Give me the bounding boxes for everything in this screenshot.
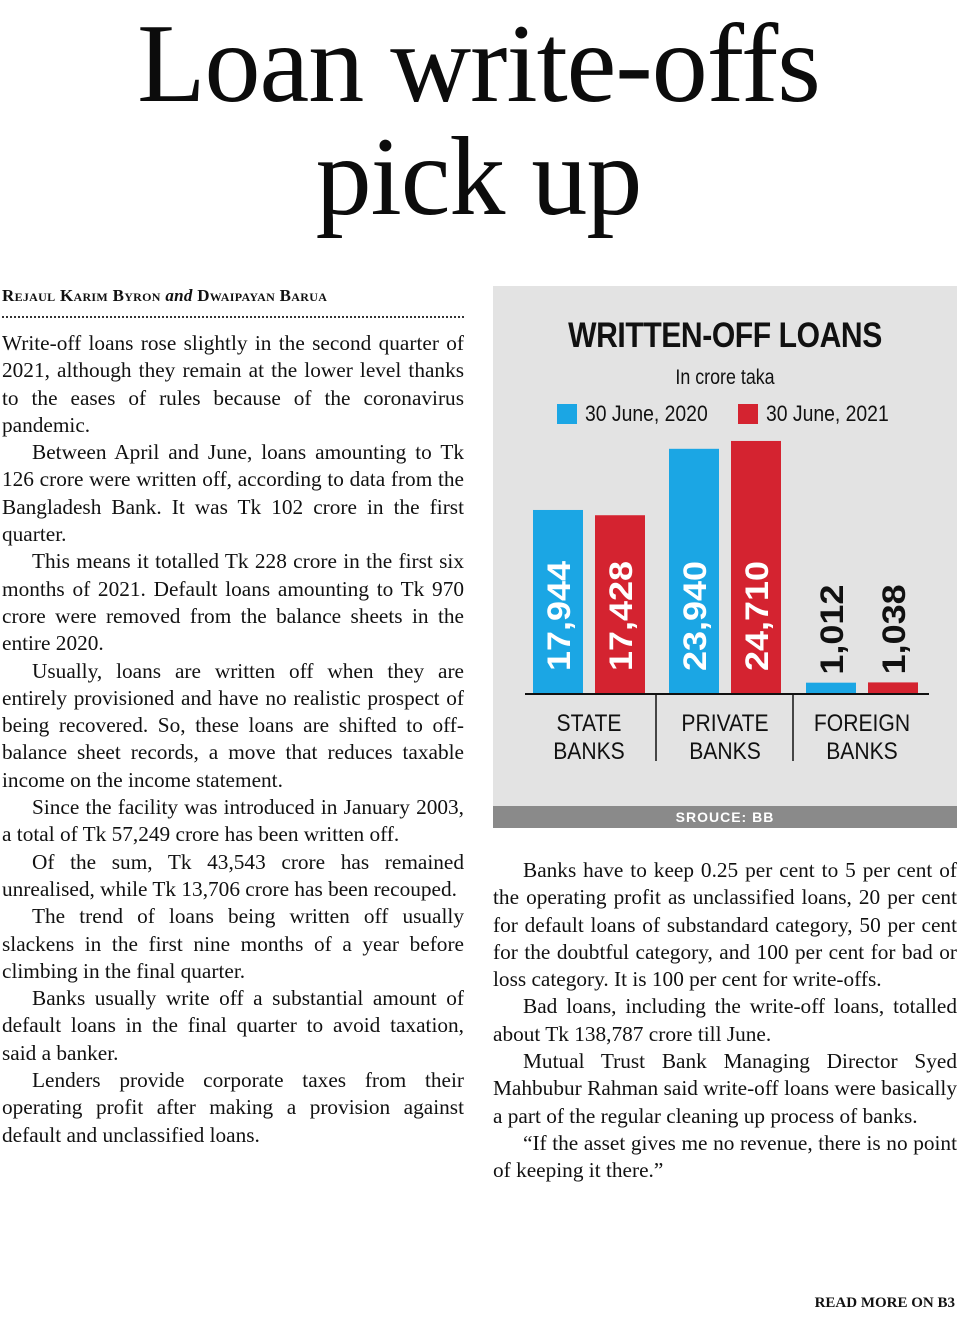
paragraph: “If the asset gives me no revenue, there is no point of keeping it there.” bbox=[493, 1130, 957, 1183]
article-column-right bbox=[493, 857, 957, 1185]
category-label: PRIVATE bbox=[681, 709, 769, 737]
article-column-left bbox=[2, 330, 464, 1149]
data-label: 24,710 bbox=[739, 560, 776, 671]
author-2: Dwaipayan Barua bbox=[197, 286, 328, 305]
data-label: 17,428 bbox=[603, 560, 640, 671]
category-label: STATE bbox=[556, 709, 622, 737]
headline-line-1: Loan write-offs bbox=[137, 2, 820, 126]
paragraph: Banks usually write off a substantial amount of default loans in the final quarter to avoid taxation, said a banker. bbox=[2, 986, 464, 1065]
author-1: Rejaul Karim Byron bbox=[2, 286, 161, 305]
paragraph: Banks have to keep 0.25 per cent to 5 per cent of the operating profit as unclassified loans, 20 per cent for default loans of substandard category, 50 per cent for the doubtful category, and 100 per cent for bad or loss category. It is 100 per cent for write-offs. bbox=[493, 858, 957, 992]
paragraph: Write-off loans rose slightly in the second quarter of 2021, although they remain at the lower level thanks to the eases of rules because of the coronavirus pandemic. bbox=[2, 331, 464, 437]
bar-foreign-2020 bbox=[806, 683, 856, 693]
paragraph: Lenders provide corporate taxes from their operating profit after making a provision against default and unclassified loans. bbox=[2, 1068, 464, 1147]
chart-title: WRITTEN-OFF LOANS bbox=[568, 316, 882, 355]
chart-subtitle: In crore taka bbox=[675, 366, 775, 389]
data-label: 23,940 bbox=[677, 560, 714, 671]
category-label: BANKS bbox=[553, 737, 625, 765]
paragraph: This means it totalled Tk 228 crore in the first six months of 2021. Default loans amounting to Tk 970 crore were removed from the balance sheets in the entire 2020. bbox=[2, 549, 464, 656]
paragraph: Of the sum, Tk 43,543 crore has remained unrealised, while Tk 13,706 crore has been recouped. bbox=[2, 849, 464, 901]
category-label: BANKS bbox=[689, 737, 761, 765]
bar-chart bbox=[493, 286, 957, 806]
paragraph: Bad loans, including the write-off loans, totalled about Tk 138,787 crore till June. bbox=[493, 994, 957, 1046]
read-more-link[interactable]: READ MORE ON B3 bbox=[814, 1295, 955, 1311]
data-label: 17,944 bbox=[541, 560, 578, 671]
byline bbox=[2, 286, 464, 306]
bar-foreign-2021 bbox=[868, 682, 918, 693]
paragraph: Mutual Trust Bank Managing Director Syed Mahbubur Rahman said write-off loans were basically a part of the regular cleaning up process of banks. bbox=[493, 1049, 957, 1128]
data-label: 1,012 bbox=[814, 584, 851, 675]
category-label: BANKS bbox=[826, 737, 898, 765]
paragraph: The trend of loans being written off usually slackens in the first nine months of a year before climbing in the final quarter. bbox=[2, 904, 464, 983]
paragraph: Since the facility was introduced in January 2003, a total of Tk 57,249 crore has been written off. bbox=[2, 795, 464, 847]
byline-conjunction: and bbox=[165, 286, 193, 305]
data-label: 1,038 bbox=[876, 584, 913, 675]
category-label: FOREIGN bbox=[813, 709, 911, 737]
headline bbox=[0, 2, 957, 239]
legend-label-2021: 30 June, 2021 bbox=[766, 401, 889, 426]
chart-source: SROUCE: BB bbox=[493, 806, 957, 828]
byline-divider bbox=[2, 316, 464, 318]
headline-line-2: pick up bbox=[315, 115, 642, 239]
paragraph: Usually, loans are written off when they are entirely provisioned and have no realistic prospect of being recovered. So, these loans are shifted to off-balance sheet records, a move that reduces taxable income on the income statement. bbox=[2, 658, 464, 792]
legend-label-2020: 30 June, 2020 bbox=[585, 401, 708, 426]
paragraph: Between April and June, loans amounting to Tk 126 crore were written off, according to data from the Bangladesh Bank. It was Tk 102 crore in the first quarter. bbox=[2, 440, 464, 547]
chart-panel bbox=[493, 286, 957, 806]
